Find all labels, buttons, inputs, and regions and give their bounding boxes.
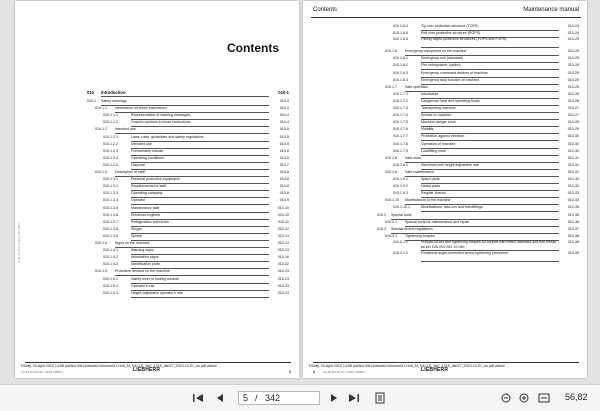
toc-number: 010.1.3.3 [103, 191, 118, 196]
toc-number: 010.1.3.2 [103, 184, 118, 189]
toc-label: Special tools for maintenance and repair [405, 219, 559, 227]
toc-number: 010.1.3.8 [103, 226, 118, 231]
next-page-icon[interactable] [326, 390, 342, 406]
toc-page: 010-28 [567, 120, 579, 125]
toc-page: 010-16 [277, 255, 289, 260]
toc-number: 010.1.9 [385, 169, 397, 174]
toc-number: 010.1.2.5 [103, 162, 118, 167]
toc-label: Laws, rules, guidelines and safety regulations [131, 134, 269, 142]
toc-entry[interactable] [87, 290, 289, 298]
toc-page: 010-8 [279, 191, 289, 196]
current-page: 5 [243, 393, 249, 403]
toc-label: Identification plate [131, 261, 269, 269]
toc-number: 010.3.1 [385, 233, 397, 238]
toc-number: 010.1.3 [95, 170, 107, 174]
toc-page: 010-5 [279, 141, 289, 146]
toc-label: Visibility [421, 126, 559, 134]
page-number: 5 [288, 369, 291, 374]
toc-number: 010.1.8.1 [393, 162, 408, 167]
toc-page: 010-5 [279, 134, 289, 139]
toc-label: Modifications to the machine [405, 197, 559, 205]
toc-label: Modifications, add-ons and retrofittings [421, 204, 559, 212]
footer-rule [313, 362, 579, 363]
toc-number: 010.1.5.1 [103, 276, 118, 281]
page-separator: / [255, 393, 258, 403]
footer-rule [25, 362, 291, 363]
toc-number: 010.1 [87, 99, 96, 103]
footer-text: Friday, 03.April 2020 13:56 printed this protected document LH40_M_G6.0-D_4kV_1215_68077_2019-10-31_en.pdf admin [21, 364, 217, 368]
last-page-icon[interactable] [346, 390, 362, 406]
toc-label: Warning signs [131, 247, 269, 255]
toc-number: 010.1.2.2 [103, 141, 118, 146]
toc-label: Representation of warning messages [131, 112, 269, 120]
zoom-level[interactable]: 56,82 [565, 392, 588, 402]
toc-page: 010-5 [279, 127, 289, 132]
document-icon[interactable] [372, 390, 388, 406]
toc-number: 010.1.6.3 [393, 70, 408, 75]
toc-number: 010.1.3.6 [103, 212, 118, 217]
toc-label: Maintenance staff [131, 205, 269, 213]
toc-number: 010.1.2.4 [103, 155, 118, 160]
toc-label: Loadlifting work [421, 148, 559, 156]
toc-label: Foreseeable misuse [131, 148, 269, 156]
toc-page: 010-23 [277, 290, 289, 295]
toc-page: 010-38 [567, 239, 579, 244]
toc-label: Regular checks [421, 190, 559, 198]
toc-label: Emergency stop function of machine [421, 77, 559, 85]
toc-number: 010.1.7.1 [393, 91, 408, 96]
toc-page: 010-45 [567, 250, 579, 255]
header-left: Contents [313, 7, 338, 13]
toc-label: Operating company [131, 190, 269, 198]
toc-page: 010-23 [277, 276, 289, 281]
toc-label: Graphic symbols in these instructions [131, 119, 269, 127]
toc-page: 010-27 [567, 106, 579, 110]
toc-entry[interactable] [377, 251, 579, 262]
toc-number: 010.1.3.7 [103, 219, 118, 224]
side-text: LH40_M_G6.0-D_4kV_1215_68077 [18, 221, 21, 263]
toc-page: 010-25 [567, 56, 579, 61]
toc-number: 010.1.3.1 [103, 177, 118, 182]
toc-label: Falling object protective structures (FOPS and FGPS) [421, 37, 559, 48]
toc-number: 010.1.7.2 [393, 98, 408, 103]
toc-page: 010-26 [567, 63, 579, 68]
toc-number: 010.1.2.3 [103, 148, 118, 153]
toc-page: 010-8 [279, 184, 289, 189]
toc-label: Emergency command devices of machine [421, 70, 559, 78]
toc-label: Operator's cab [131, 283, 269, 291]
liebherr-logo: LIEBHERR [133, 367, 161, 373]
toc-page: 010-4 [279, 120, 289, 125]
toc-label: Electrical engineer [131, 212, 269, 220]
toc-label: Special tools [391, 212, 559, 220]
toc-page: 010-4 [279, 99, 289, 103]
contents-title: Contents [227, 41, 279, 55]
toc-page: 010-37 [567, 226, 579, 231]
toc-label: Spotter [131, 233, 269, 241]
toc-page: 010-25 [567, 37, 579, 42]
toc-page: 010-36 [567, 219, 579, 224]
toc-page: 010-8 [279, 170, 289, 174]
toc-number: 010.1.7.6 [393, 127, 408, 132]
toc-label: Preload forces and tightening torques for screws with metric standard and fine thread as per DIN ISO 261 10-049 [421, 240, 559, 251]
toc-label: Introduction [101, 89, 269, 97]
header-rule [311, 17, 581, 18]
toc-label: Operation of machine [421, 141, 559, 149]
toc-page: 010-13 [277, 241, 289, 245]
toc-number: 010.1.5.3 [103, 290, 118, 295]
toc-page: 010-4 [279, 113, 289, 118]
toc-number: 010.1.1.2 [103, 120, 118, 125]
toc-number: 010.1.7.7 [393, 134, 408, 139]
toc-number: 010.1.6 [385, 49, 397, 54]
toc-page: 010-26 [567, 98, 579, 103]
toc-number: 010.1.4.2 [103, 255, 118, 260]
toc-page: 010-12 [277, 226, 289, 231]
toc-label: Standards and regulations [391, 226, 559, 234]
liebherr-logo: LIEBHERR [421, 367, 449, 373]
toc-label: Slinger [131, 226, 269, 234]
toc-number: 010.1.9.3 [393, 191, 408, 196]
toc-number: 010.1.9.1 [393, 177, 408, 181]
toc-label: Protection against vibration [421, 133, 559, 141]
toc-label: Transporting machine [421, 105, 559, 113]
toc-number: 010.1.6.2 [393, 63, 408, 68]
toc-number: 010.1.7.8 [393, 141, 408, 146]
total-pages: 342 [265, 393, 281, 403]
toc-label: Signs on the machine [115, 240, 269, 248]
footer-subtext: LH 40 M Litronic / 1215 / 68077 [21, 370, 63, 374]
toc-page: 010-6 [279, 155, 289, 160]
toc-number: 010.1.1.1 [103, 113, 118, 118]
toc-page: 010-26 [567, 77, 579, 82]
toc-number: 010.3.1.1 [393, 239, 408, 244]
document-page-left [15, 1, 299, 378]
toc-page: 010-26 [567, 91, 579, 96]
toc-label: Safe operation [405, 84, 559, 92]
toc-number: 010.1.6.4 [393, 77, 408, 82]
toc-page: 010-30 [567, 148, 579, 153]
toc-label: Safety warnings [101, 98, 269, 106]
toc-label: Tip over protective structure (TOPS) [421, 23, 559, 31]
toc-label: Personal protective equipment [131, 176, 269, 184]
toc-label: Fire extinguisher (option) [421, 62, 559, 70]
toc-page: 010-4 [279, 106, 289, 111]
page-number-input[interactable] [238, 391, 320, 405]
toc-page: 010-9 [279, 198, 289, 203]
toc-page: 010-8 [279, 177, 289, 182]
footer-subtext: LH 40 M Litronic / 1215 / 68077 [323, 370, 365, 374]
toc-page: 010-1 [278, 90, 289, 95]
toc-entry[interactable] [377, 37, 579, 48]
toc-label: Intoxicants [421, 91, 559, 99]
toc-page: 010-22 [277, 262, 289, 267]
toc-chapter[interactable] [87, 89, 289, 97]
toc-page: 010-25 [567, 70, 579, 75]
toc-number: 010.1.3.4 [103, 198, 118, 203]
toc-label: Emergency exit (standard) [421, 55, 559, 63]
toc-label: Intended use [131, 141, 269, 149]
toc-label: Protective devices on the machine [115, 268, 269, 276]
fit-width-icon[interactable] [536, 390, 552, 406]
zoom-in-icon[interactable] [516, 390, 532, 406]
toc-page: 010-23 [277, 269, 289, 274]
document-page-right [303, 1, 587, 378]
toc-label: Spare parts [421, 176, 559, 184]
toc-label: Information signs [131, 254, 269, 262]
toc-page: 010-32 [567, 184, 579, 189]
toc-number: 010 [87, 90, 94, 95]
toc-page: 010-6 [279, 148, 289, 153]
first-page-icon[interactable] [190, 390, 206, 406]
toc-number: 010.1.5.2 [103, 283, 118, 288]
toc-label: Operating conditions [131, 155, 269, 163]
toc-number: 010.1.8 [385, 155, 397, 160]
toc-page: 010-13 [277, 233, 289, 238]
toc-number: 010.1.2 [95, 127, 107, 132]
toc-entry[interactable] [377, 240, 579, 251]
toc-page: 010-27 [567, 113, 579, 118]
toc-label: Roll over protective structure (ROPS) [421, 30, 559, 38]
toc-label: Emergency equipment on the machine [405, 48, 559, 56]
toc-number: 010.3 [377, 226, 386, 231]
toc-number: 010.2.1 [385, 219, 397, 224]
toc-page: 010-35 [567, 205, 579, 210]
toc-number: 010.1.10 [385, 198, 399, 203]
toc-page: 010-7 [279, 162, 289, 167]
toc-number: 010.2 [377, 212, 386, 217]
toc-label: Refrigeration technician [131, 219, 269, 227]
toc-label: Heavy parts [421, 183, 559, 191]
toc-label: Requirements for staff [131, 183, 269, 191]
toc-label: Dangerous fuels and operating fluids [421, 98, 559, 106]
toc-label: Rotational angle-controlled screw tightening procedure [421, 251, 559, 262]
toc-label: Safety lever or folding console [131, 276, 269, 284]
toc-page: 010-25 [567, 49, 579, 54]
previous-page-icon[interactable] [212, 390, 228, 406]
toc-number: 010.1.6.4 [393, 24, 408, 28]
page-number: 6 [313, 369, 316, 374]
toc-page: 010-38 [567, 233, 579, 238]
toc-page: 010-24 [567, 31, 579, 36]
toc-number: 010.3.1.2 [393, 250, 408, 255]
toc-label: Safe maintenance [405, 169, 559, 177]
toc-page: 010-31 [567, 162, 579, 167]
toc-page: 010-36 [567, 212, 579, 217]
zoom-out-icon[interactable] [498, 390, 514, 406]
toc-page: 010-26 [567, 84, 579, 89]
toc-label: Height-adjustable operator's cab [131, 290, 269, 298]
toc-page: 010-23 [277, 283, 289, 288]
toc-number: 010.1.4 [95, 241, 107, 245]
toc-page: 010-33 [567, 191, 579, 196]
toc-label: Intended use [115, 126, 269, 134]
toc-label: Access to machine [421, 112, 559, 120]
toc-number: 010.1.7.5 [393, 120, 408, 125]
toc-number: 010.1.7.9 [393, 148, 408, 153]
footer-text: Friday, 03.April 2020 13:56 printed this protected document LH40_M_G6.0-D_4kV_1215_68077_2019-10-31_en.pdf admin [309, 364, 505, 368]
toc-number: 010.1.7 [385, 84, 397, 89]
toc-number: 010.1.6.1 [393, 56, 408, 61]
toc-number: 010.1.4.1 [103, 248, 118, 253]
toc-page: 010-10 [277, 205, 289, 210]
toc-number: 010.1.7.4 [393, 113, 408, 118]
toc-number: 010.1.3.5 [103, 205, 118, 210]
toc-number: 010.1.2.1 [103, 134, 118, 139]
toc-page: 010-24 [567, 24, 579, 28]
toc-number: 010.1.5 [95, 269, 107, 274]
toc-label: Description of staff [115, 169, 269, 177]
toc-label: Safe work [405, 155, 559, 163]
toc-label: Tightening torques [405, 233, 559, 241]
toc-label: Disposal [131, 162, 269, 170]
toc-page: 010-30 [567, 141, 579, 146]
pdf-toolbar [0, 384, 600, 411]
toc-label: Information on these instructions [115, 105, 269, 113]
toc-page: 010-10 [277, 212, 289, 217]
toc-page: 010-29 [567, 127, 579, 132]
toc-page: 010-30 [567, 134, 579, 139]
toc-number: 010.1.1 [95, 106, 107, 111]
toc-number: 010.1.3.9 [103, 233, 118, 238]
toc-number: 010.1.7.3 [393, 106, 408, 110]
toc-page: 010-31 [567, 155, 579, 160]
toc-number: 010.1.10.1 [393, 205, 410, 210]
toc-number: 010.1.6.5 [393, 31, 408, 36]
toc-page: 010-31 [567, 169, 579, 174]
toc-label: Machines with height adjustable cab [421, 162, 559, 170]
toc-label: Machine danger zone [421, 119, 559, 127]
toc-page: 010-35 [567, 198, 579, 203]
toc-label: Operator [131, 197, 269, 205]
header-right: Maintenance manual [523, 7, 579, 13]
toc-page: 010-32 [567, 177, 579, 181]
toc-page: 010-13 [277, 248, 289, 253]
toc-number: 010.1.9.2 [393, 184, 408, 189]
toc-page: 010-11 [278, 219, 289, 224]
toc-number: 010.1.4.3 [103, 262, 118, 267]
toc-number: 010.1.6.6 [393, 37, 408, 42]
